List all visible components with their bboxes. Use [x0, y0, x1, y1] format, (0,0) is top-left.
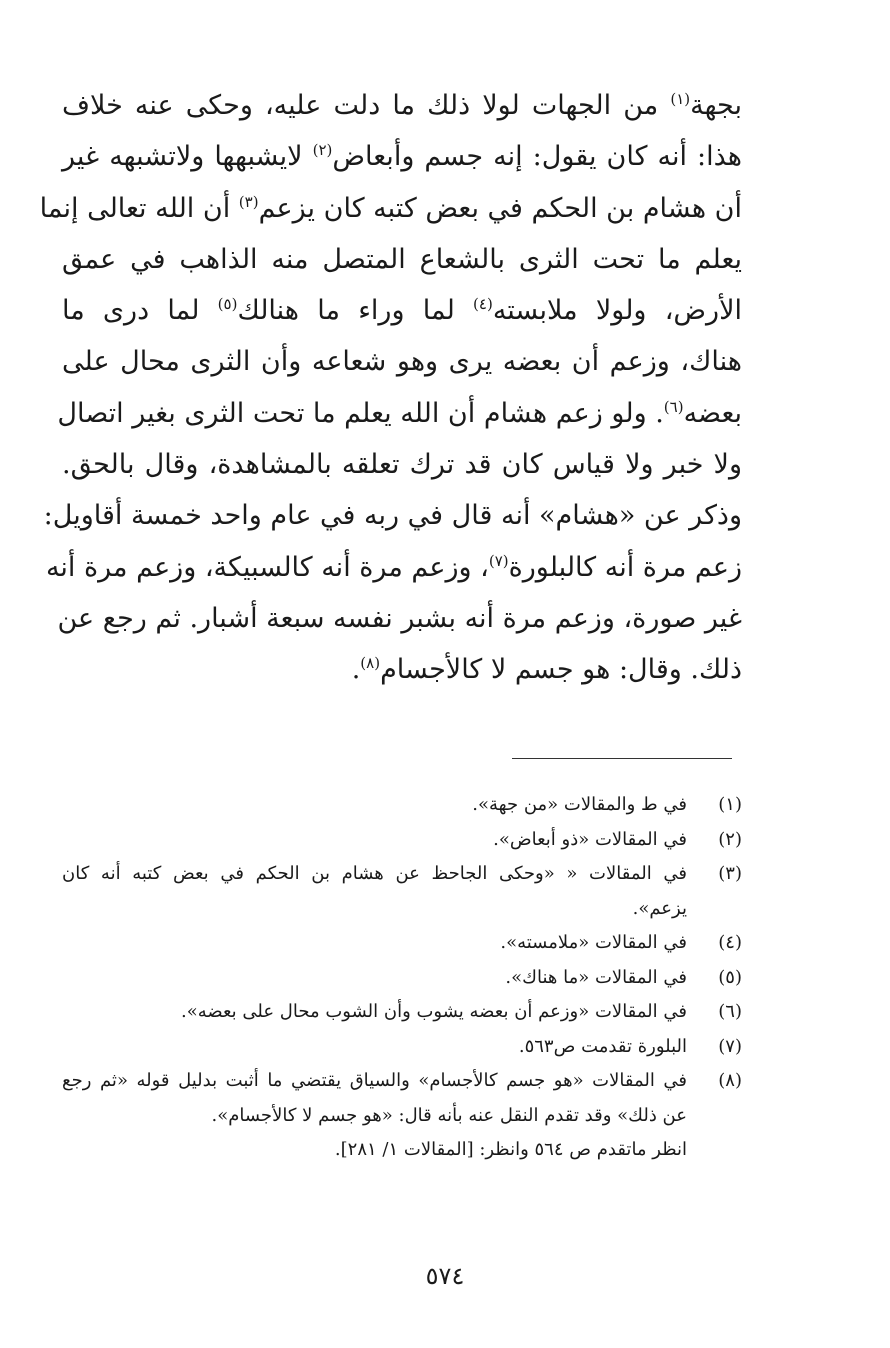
text-run: الأرض، ولولا ملابسته [492, 295, 742, 327]
footnote-text [62, 995, 687, 1030]
main-text-line [43, 490, 742, 541]
footnote-text [62, 788, 687, 823]
text-run: وذكر عن «هشام» أنه قال في ربه في عام واحد خمسة أقاويل: [43, 500, 742, 532]
text-run: لما درى ما [62, 295, 218, 327]
footnote-reference: (٦) [663, 397, 684, 416]
text-run: ذلك. وقال: هو جسم لا كالأجسام [380, 654, 742, 686]
footnote-text [62, 1030, 687, 1065]
footnote [62, 995, 742, 1030]
footnote-separator [512, 758, 732, 759]
text-run: زعم مرة أنه كالبلورة [508, 551, 742, 583]
text-run: ، وزعم مرة أنه كالسبيكة، وزعم مرة أنه [45, 551, 489, 583]
main-text-line [62, 439, 742, 490]
text-run: من الجهات لولا ذلك ما دلت عليه، وحكى عنه خلاف [62, 90, 671, 121]
main-text-line [57, 593, 742, 644]
text-run: هذا: أنه كان يقول: إنه جسم وأبعاض [332, 141, 742, 173]
text-run: بجهة [690, 90, 742, 121]
text-run: . [351, 654, 361, 686]
main-text-line [62, 234, 742, 285]
main-text-line [39, 183, 742, 234]
text-run: لما وراء ما هنالك [237, 295, 474, 327]
main-text-block [39, 80, 742, 696]
footnote-line: انظر ماتقدم ص ٥٦٤ وانظر: [المقالات ١/ ٢٨١]. [334, 1139, 687, 1160]
main-text-line [57, 388, 742, 439]
footnote-number: (٦) [718, 1001, 742, 1022]
text-run: هناك، وزعم أن بعضه يرى وهو شعاعه وأن الثرى محال على [62, 346, 742, 378]
text-run: يعلم ما تحت الثرى بالشعاع المتصل منه الذاهب في عمق [62, 243, 742, 275]
text-run: لايشبهها ولاتشبهه غير [62, 141, 313, 173]
footnote-line: في المقالات « «وحكى الجاحظ عن هشام بن الحكم في بعض كتبه أنه كان [62, 863, 687, 884]
footnote [62, 926, 742, 961]
text-run: . ولو زعم هشام أن الله يعلم ما تحت الثرى بغير اتصال [57, 397, 664, 429]
main-text-line [62, 285, 742, 336]
footnote-line: البلورة تقدمت ص٥٦٣. [518, 1035, 687, 1057]
footnote-line: في المقالات «وزعم أن بعضه يشوب وأن الشوب محال على بعضه». [180, 1001, 687, 1022]
footnotes-block [62, 788, 742, 1168]
footnote [62, 961, 742, 996]
text-run: بعضه [683, 397, 742, 429]
footnote-line: في المقالات «ملامسته». [500, 932, 687, 953]
footnote-reference: (٤) [473, 295, 493, 314]
footnote [62, 788, 742, 823]
footnote-reference: (٣) [238, 192, 259, 211]
footnote-text [62, 1064, 687, 1168]
footnote-reference: (٧) [488, 551, 509, 570]
main-text-line [62, 644, 742, 695]
footnote [62, 1030, 742, 1065]
main-text-line [62, 80, 742, 131]
footnote-number: (٨) [718, 1070, 742, 1091]
main-text-line [62, 336, 742, 387]
footnote-text [62, 961, 687, 996]
text-run: غير صورة، وزعم مرة أنه بشبر نفسه سبعة أشبار. ثم رجع عن [57, 602, 742, 634]
footnote-reference: (١) [670, 90, 691, 108]
main-text-line [45, 542, 742, 593]
footnote-line: في المقالات «ذو أبعاض». [493, 828, 687, 850]
text-run: أن الله تعالى إنما [39, 192, 239, 224]
footnote-text [62, 857, 687, 926]
footnote-reference: (٨) [360, 654, 381, 673]
footnote-line: يزعم». [632, 897, 687, 919]
footnote-number: (٥) [718, 966, 742, 988]
text-run: أن هشام بن الحكم في بعض كتبه كان يزعم [258, 192, 742, 224]
footnote [62, 823, 742, 858]
footnote-text [62, 823, 687, 858]
footnote-text [62, 926, 687, 961]
text-run: ولا خبر ولا قياس كان قد ترك تعلقه بالمشاهدة، وقال بالحق. [62, 449, 742, 481]
footnote-reference: (٥) [217, 295, 238, 314]
footnote-number: (٤) [718, 932, 742, 953]
footnote-line: في ط والمقالات «من جهة». [472, 794, 687, 815]
main-text-line [62, 131, 742, 182]
footnote-line: في المقالات «هو جسم كالأجسام» والسياق يقتضي ما أثبت بدليل قوله «ثم رجع [62, 1070, 687, 1091]
footnote-number: (٧) [718, 1035, 742, 1057]
footnote-line: عن ذلك» وقد تقدم النقل عنه بأنه قال: «هو جسم لا كالأجسام». [211, 1104, 687, 1126]
footnote-number: (٢) [718, 828, 742, 850]
footnote [62, 857, 742, 926]
page-number: ٥٧٤ [425, 1262, 465, 1290]
footnote-number: (٣) [718, 863, 742, 884]
footnote-number: (١) [718, 794, 742, 815]
footnote-reference: (٢) [312, 141, 333, 160]
footnote-line: في المقالات «ما هناك». [505, 966, 687, 988]
footnote [62, 1064, 742, 1168]
